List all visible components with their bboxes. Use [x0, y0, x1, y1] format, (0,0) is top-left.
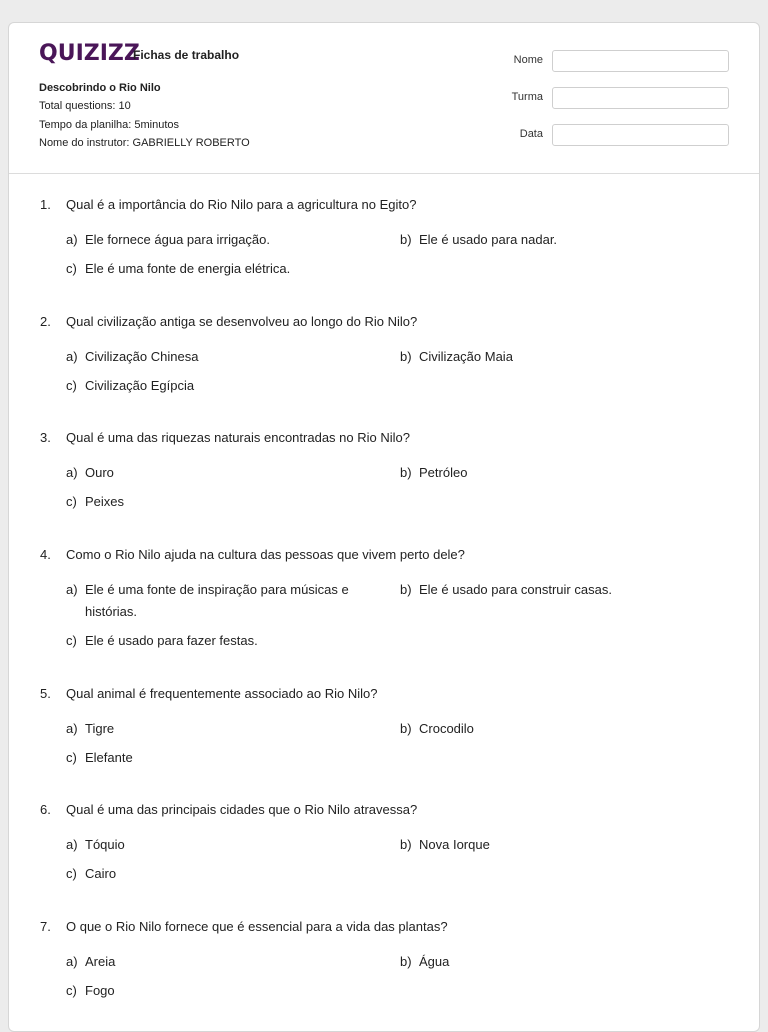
option-letter: a)	[66, 582, 78, 597]
option-text: Ele é usado para construir casas.	[419, 582, 612, 597]
option-text: Água	[419, 954, 450, 969]
question-text: O que o Rio Nilo fornece que é essencial para a vida das plantas?	[66, 919, 448, 934]
question-number: 5.	[40, 686, 51, 701]
option-text: Crocodilo	[419, 721, 474, 736]
option-letter: b)	[400, 721, 412, 736]
option-letter: c)	[66, 494, 77, 509]
option-text: Cairo	[85, 866, 117, 881]
option-letter: a)	[66, 721, 78, 736]
option-letter: b)	[400, 349, 412, 364]
option-letter: b)	[400, 232, 412, 247]
option-letter: a)	[66, 232, 78, 247]
option-letter: c)	[66, 261, 77, 276]
worksheet-title: Descobrindo o Rio Nilo	[39, 82, 161, 94]
option-letter: c)	[66, 983, 77, 998]
worksheet-time: Tempo da planilha: 5minutos	[39, 119, 180, 131]
question-text: Qual civilização antiga se desenvolveu ao longo do Rio Nilo?	[66, 314, 418, 329]
question-text: Como o Rio Nilo ajuda na cultura das pessoas que vivem perto dele?	[66, 547, 465, 562]
question-text: Qual é a importância do Rio Nilo para a agricultura no Egito?	[66, 197, 417, 212]
option-text: Elefante	[85, 750, 133, 765]
date-field[interactable]	[552, 124, 729, 146]
instructor-name: Nome do instrutor: GABRIELLY ROBERTO	[39, 137, 250, 149]
option-text: Ouro	[85, 465, 114, 480]
option-text: Areia	[85, 954, 116, 969]
class-field[interactable]	[552, 87, 729, 109]
question-number: 6.	[40, 802, 51, 817]
option-text: Ele é usado para nadar.	[419, 232, 558, 247]
question-number: 1.	[40, 197, 51, 212]
option-letter: c)	[66, 750, 77, 765]
option-letter: b)	[400, 837, 412, 852]
option-letter: c)	[66, 633, 77, 648]
option-letter: b)	[400, 465, 412, 480]
option-letter: a)	[66, 349, 78, 364]
option-text: Ele fornece água para irrigação.	[85, 232, 271, 247]
option-text: Civilização Egípcia	[85, 378, 195, 393]
option-letter: c)	[66, 866, 77, 881]
question-text: Qual animal é frequentemente associado ao Rio Nilo?	[66, 686, 378, 701]
option-letter: b)	[400, 954, 412, 969]
question-number: 3.	[40, 430, 51, 445]
option-text: Civilização Maia	[419, 349, 513, 364]
name-label: Nome	[513, 54, 543, 66]
option-text: Ele é usado para fazer festas.	[85, 633, 258, 648]
option-text: Petróleo	[419, 465, 468, 480]
worksheet-header	[9, 23, 759, 174]
question-number: 4.	[40, 547, 51, 562]
worksheet	[8, 22, 760, 1032]
name-field[interactable]	[552, 50, 729, 72]
date-label: Data	[519, 128, 543, 140]
option-text: Nova Iorque	[419, 837, 490, 852]
question-text: Qual é uma das principais cidades que o Rio Nilo atravessa?	[66, 802, 418, 817]
option-text: Fogo	[85, 983, 115, 998]
option-text: Peixes	[85, 494, 125, 509]
option-letter: c)	[66, 378, 77, 393]
question-number: 7.	[40, 919, 51, 934]
worksheet-type-label: Fichas de trabalho	[133, 48, 240, 62]
option-letter: b)	[400, 582, 412, 597]
class-label: Turma	[511, 91, 543, 103]
option-letter: a)	[66, 954, 78, 969]
option-text: Tóquio	[85, 837, 125, 852]
option-text: Ele é uma fonte de energia elétrica.	[85, 261, 291, 276]
option-text: Tigre	[85, 721, 115, 736]
quizizz-logo: QUIZIZZ	[39, 41, 140, 66]
question-text: Qual é uma das riquezas naturais encontradas no Rio Nilo?	[66, 430, 410, 445]
total-questions: Total questions: 10	[39, 100, 131, 112]
option-text: Ele é uma fonte de inspiração para músicas e histórias.	[85, 582, 349, 619]
option-letter: a)	[66, 465, 78, 480]
option-letter: a)	[66, 837, 78, 852]
question-number: 2.	[40, 314, 51, 329]
option-text: Civilização Chinesa	[85, 349, 199, 364]
